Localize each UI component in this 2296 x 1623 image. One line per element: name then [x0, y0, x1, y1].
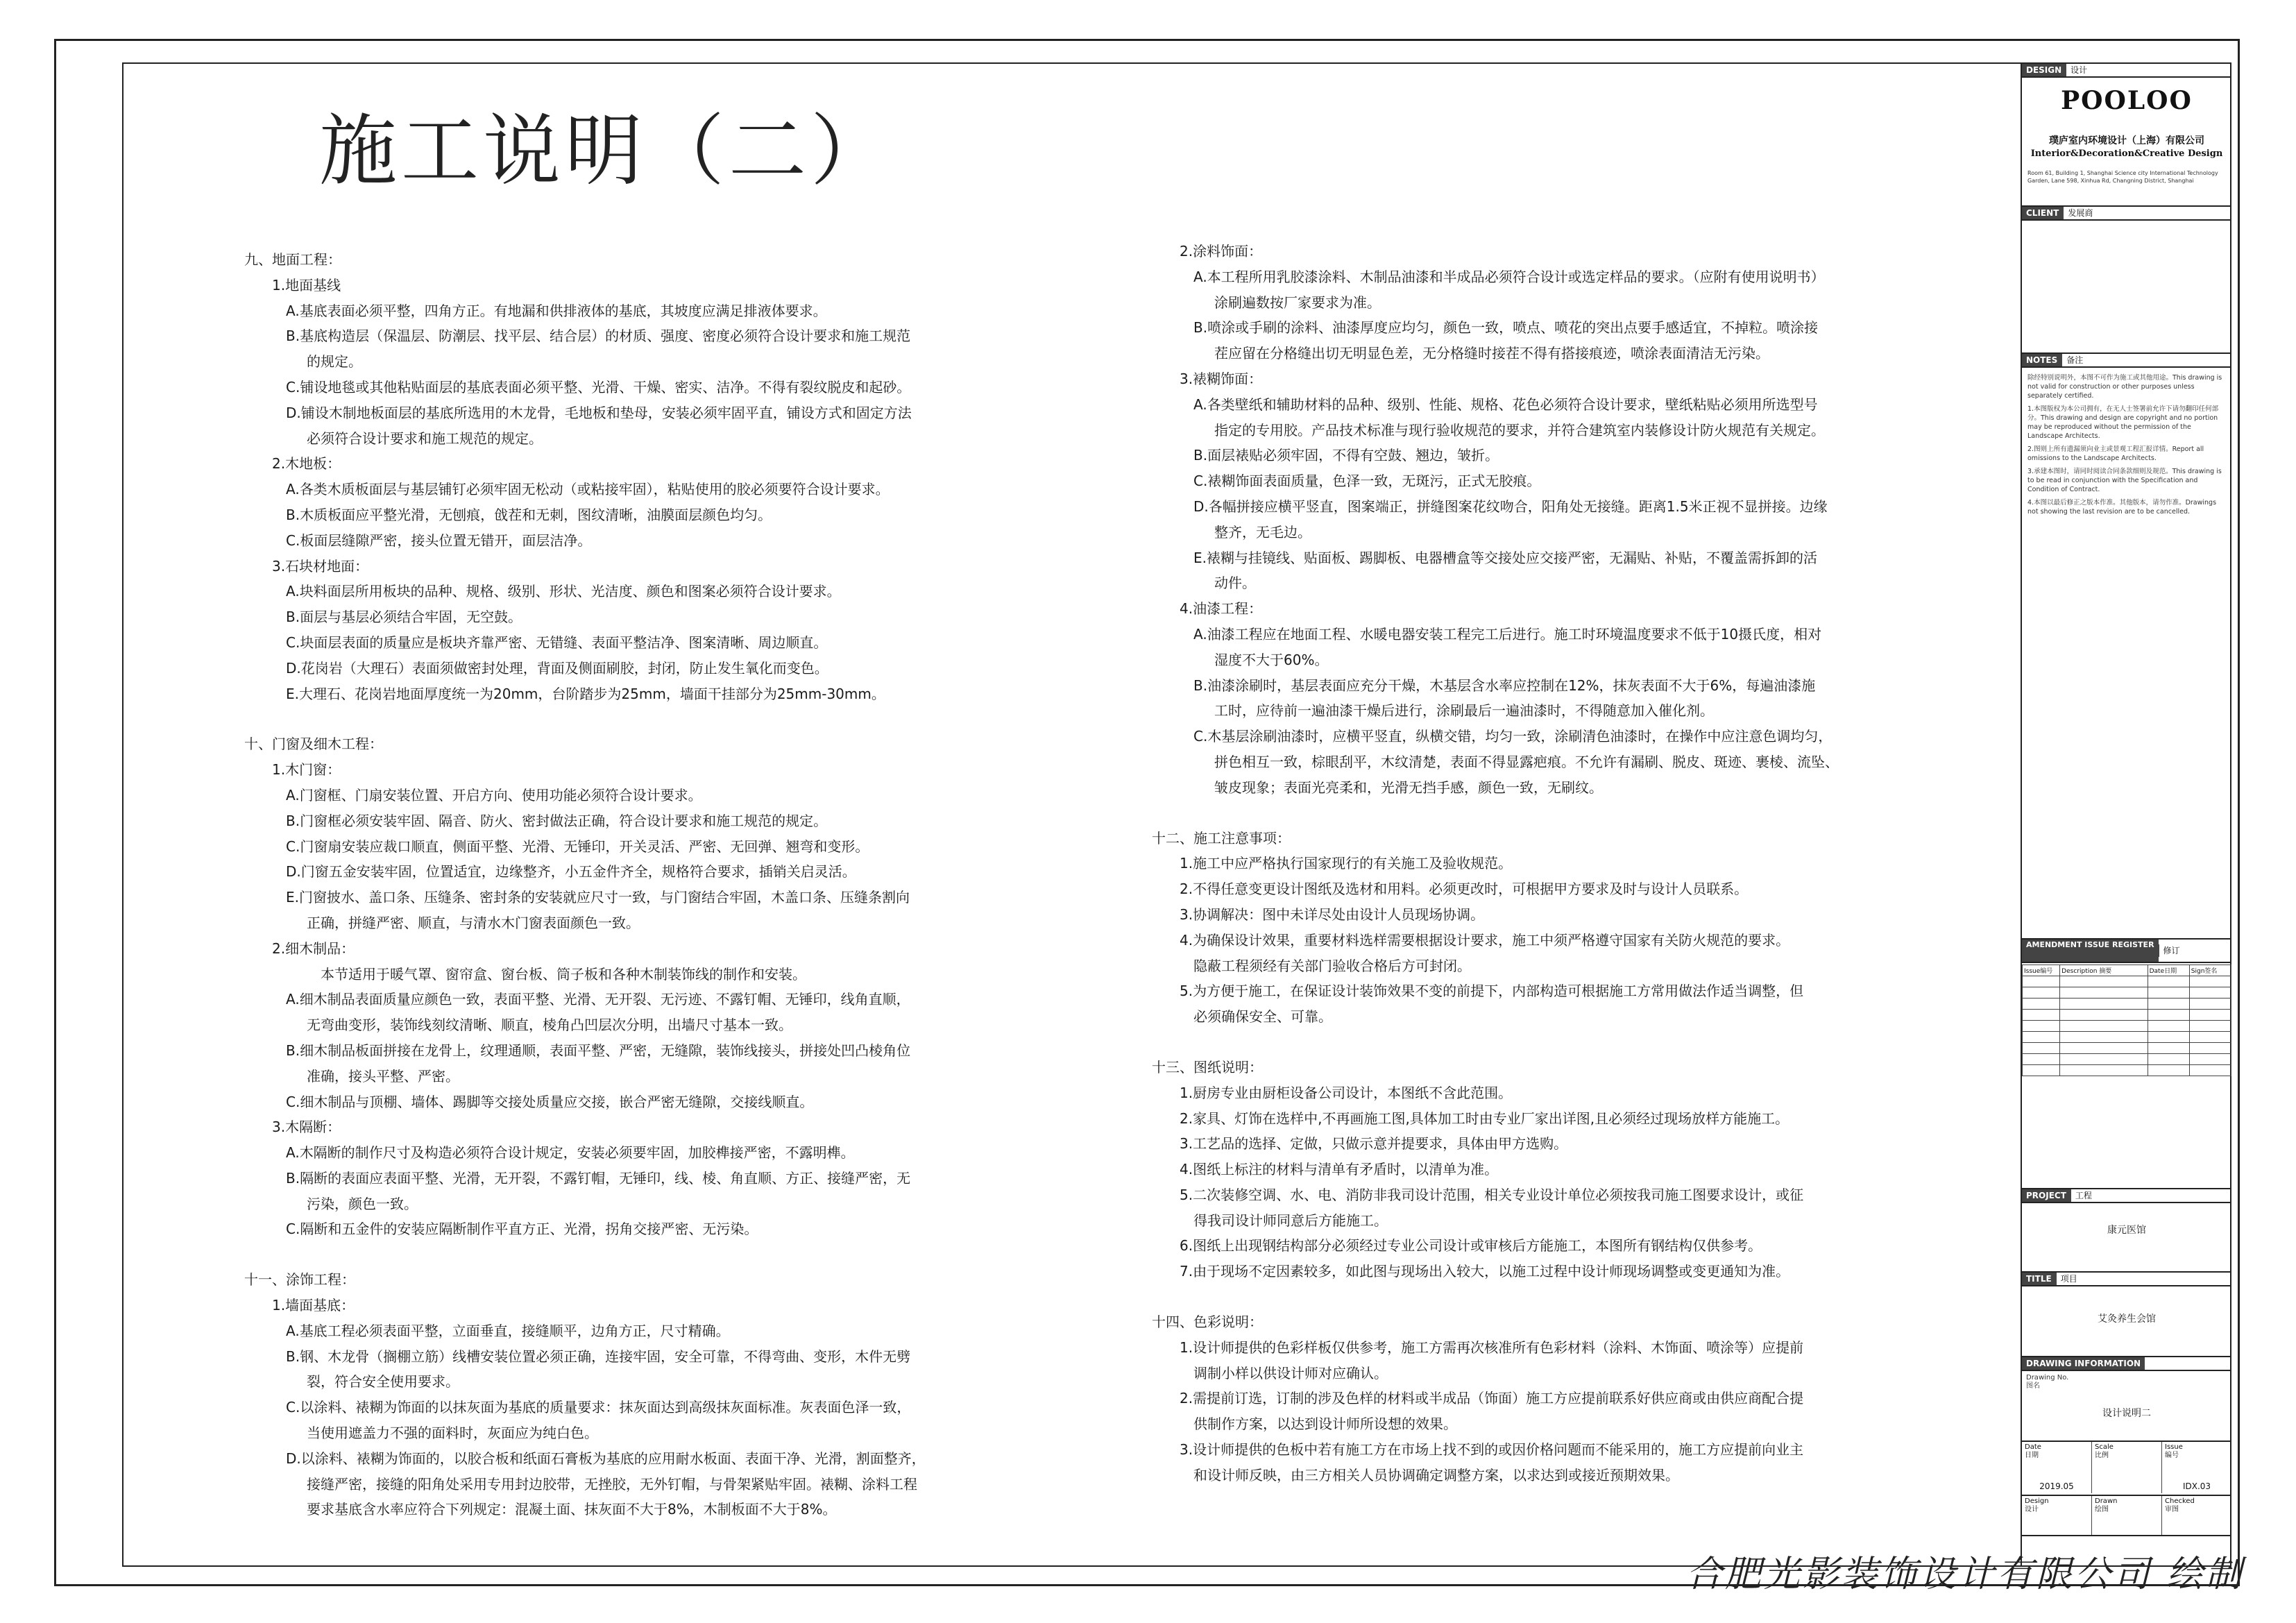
spec-line: C.门窗扇安装应裁口顺直，侧面平整、光滑、无锤印，开关灵活、严密、无回弹、翘弯和变形。 [286, 838, 869, 855]
section-heading: 九、地面工程： [244, 251, 341, 268]
section-heading: 十四、色彩说明： [1152, 1314, 1263, 1331]
notes-text [2022, 371, 2231, 523]
amendment-table [2022, 965, 2231, 1076]
spec-line: C.隔断和五金件的安装应隔断制作平直方正、光滑，拐角交接严密、无污染。 [286, 1221, 758, 1238]
drawn-cell [2092, 1496, 2162, 1535]
spec-line: 1.施工中应严格执行国家现行的有关施工及验收规范。 [1180, 855, 1513, 872]
spec-line: C.铺设地毯或其他粘贴面层的基底表面必须平整、光滑、干燥、密实、洁净。不得有裂纹脱皮和起砂。 [286, 378, 911, 396]
spec-line: 皱皮现象；表面光亮柔和，光滑无挡手感，颜色一致，无刷纹。 [1214, 779, 1603, 796]
spec-line: 2.家具、灯饰在选样中,不再画施工图,具体加工时由专业厂家出详图,且必须经过现场放样方能施工。 [1180, 1110, 1789, 1127]
spec-line: 3.裱糊饰面： [1180, 370, 1263, 387]
amend-col-sign: Sign签名 [2189, 965, 2231, 976]
drawing-info-header [2022, 1356, 2231, 1371]
spec-line: B.细木制品板面拼接在龙骨上，纹理通顺，表面平整、严密，无缝隙，装饰线接头，拼接处凹凸棱角位 [286, 1042, 911, 1059]
spec-line: B.喷涂或手刷的涂料、油漆厚度应均匀，颜色一致，喷点、喷花的突出点要手感适宜，不掉粒。喷涂接 [1193, 319, 1819, 337]
amend-col-description: Description 摘要 [2060, 965, 2148, 976]
spec-line: 5.为方便于施工，在保证设计装饰效果不变的前提下，内部构造可根据施工方常用做法作适当调整，但 [1180, 983, 1804, 1000]
spec-line: D.花岗岩（大理石）表面须做密封处理，背面及侧面刷胶，封闭，防止发生氧化而变色。 [286, 659, 828, 677]
section-heading: 十一、涂饰工程： [244, 1271, 355, 1289]
drawing-no-value: 设计说明二 [2102, 1408, 2151, 1419]
spec-line: A.本工程所用乳胶漆涂料、木制品油漆和半成品必须符合设计或选定样品的要求。（应附有使用说明书） [1193, 268, 1825, 285]
date-label: Date [2025, 1443, 2041, 1451]
spec-line: B.油漆涂刷时，基层表面应充分干燥，木基层含水率应控制在12%，抹灰表面不大于6%，每遍油漆施 [1193, 677, 1816, 694]
spec-line: 湿度不大于60%。 [1214, 651, 1329, 668]
date-scale-issue-row [2022, 1441, 2231, 1493]
spec-line: 7.由于现场不定因素较多，如此图与现场出入较大，以施工过程中设计师现场调整或变更通知为准。 [1180, 1263, 1790, 1280]
design-tag-cn: 设计 [2066, 64, 2091, 76]
spec-line: 1.木门窗： [272, 761, 341, 779]
note-item: 除经特别说明外，本图不可作为施工或其他用途。This drawing is not valid for construction or other purposes unless separately certified. [2027, 374, 2222, 400]
spec-line: B.门窗框必须安装牢固、隔音、防火、密封做法正确，符合设计要求和施工规范的规定。 [286, 812, 828, 829]
issue-value: IDX.03 [2182, 1481, 2211, 1491]
spec-line: 3.工艺品的选择、定做，只做示意并提要求，具体由甲方选购。 [1180, 1135, 1568, 1153]
spec-line: C.细木制品与顶棚、墙体、踢脚等交接处质量应交接，嵌合严密无缝隙，交接线顺直。 [286, 1093, 814, 1110]
spec-line: 4.图纸上标注的材料与清单有矛盾时，以清单为准。 [1180, 1161, 1499, 1178]
checked-cell [2162, 1496, 2231, 1535]
company-address: Room 61, Building 1, Shanghai Science city International Technology Garden, Lane 598, Xinhua Rd, Changning District, Shanghai [2027, 170, 2218, 184]
design-cell [2022, 1496, 2092, 1535]
spec-line: 2.不得任意变更设计图纸及选材和用料。必须更改时，可根据甲方要求及时与设计人员联系。 [1180, 881, 1749, 898]
spec-line: B.面层裱贴必须牢固，不得有空鼓、翘边，皱折。 [1193, 447, 1499, 464]
spec-line: 隐蔽工程须经有关部门验收合格后方可封闭。 [1193, 957, 1471, 974]
spec-line: 正确，拼缝严密、顺直，与清水木门窗表面颜色一致。 [307, 914, 640, 931]
spec-line: 本节适用于暖气罩、窗帘盒、窗台板、筒子板和各种木制装饰线的制作和安装。 [321, 965, 806, 983]
design-label: Design [2025, 1497, 2049, 1505]
spec-line: C.以涂料、裱糊为饰面的以抹灰面为基底的质量要求：抹灰面达到高级抹灰面标准。灰表面色泽一致， [286, 1399, 911, 1416]
spec-line: 2.木地板： [272, 455, 341, 473]
spec-line: 2.需提前订选，订制的涉及色样的材料或半成品（饰面）施工方应提前联系好供应商或由供应商配合提 [1180, 1390, 1804, 1407]
design-tag: DESIGN [2022, 64, 2066, 76]
client-tag-cn: 发展商 [2063, 207, 2097, 219]
spec-line: 3.木隔断： [272, 1119, 341, 1136]
spec-line: 5.二次装修空调、水、电、消防非我司设计范围，相关专业设计单位必须按我司施工图要求设计，或征 [1180, 1186, 1804, 1203]
note-item: 3.承建本图时，请同时阅读合同条款细则及规范。This drawing is to be read in conjunction with the Specification and Condition of Contract. [2027, 468, 2222, 493]
spec-line: C.板面层缝隙严密，接头位置无错开，面层洁净。 [286, 532, 592, 549]
company-logo: POOLOO [2061, 86, 2193, 115]
title-tag: TITLE [2022, 1273, 2056, 1285]
project-value: 康元医馆 [2107, 1225, 2146, 1236]
spec-line: 2.细木制品： [272, 940, 355, 957]
title-header [2022, 1271, 2231, 1286]
project-tag-cn: 工程 [2070, 1189, 2096, 1202]
spec-line: A.各类木质板面层与基层铺钉必须牢固无松动（或粘接牢固），粘贴使用的胶必须要符合设计要求。 [286, 481, 890, 498]
issue-label: Issue [2165, 1443, 2183, 1451]
spec-line: 必须符合设计要求和施工规范的规定。 [307, 430, 543, 447]
drawn-label-cn: 绘图 [2095, 1506, 2109, 1513]
drawing-no-label-en: Drawing No. [2026, 1374, 2069, 1382]
spec-line: 裂，符合安全使用要求。 [307, 1373, 459, 1391]
spec-line: C.裱糊饰面表面质量，色泽一致，无斑污，正式无胶痕。 [1193, 473, 1541, 490]
spec-line: 涂刷遍数按厂家要求为准。 [1214, 294, 1381, 311]
spec-line: 指定的专用胶。产品技术标准与现行验收规范的要求，并符合建筑室内装修设计防火规范有关规定。 [1214, 421, 1825, 439]
spec-line: 得我司设计师同意后方能施工。 [1193, 1212, 1388, 1229]
spec-line: 当使用遮盖力不强的面料时，灰面应为纯白色。 [307, 1425, 598, 1442]
spec-line: E.门窗披水、盖口条、压缝条、密封条的安装就应尺寸一致，与门窗结合牢固，木盖口条、压缝条割向 [286, 889, 910, 906]
spec-line: 3.设计师提供的色板中若有施工方在市场上找不到的或因价格问题而不能采用的，施工方应提前向业主 [1180, 1441, 1804, 1459]
issue-cell [2162, 1442, 2231, 1493]
spec-line: B.基底构造层（保温层、防潮层、找平层、结合层）的材质、强度、密度必须符合设计要求和施工规范 [286, 328, 911, 345]
section-heading: 十、门窗及细木工程： [244, 736, 383, 753]
spec-line: 准确，接头平整、严密。 [307, 1067, 459, 1085]
spec-line: A.门窗框、门扇安装位置、开启方向、使用功能必须符合设计要求。 [286, 786, 702, 804]
spec-line: C.木基层涂刷油漆时，应横平竖直，纵横交错，均匀一致，涂刷清色油漆时，在操作中应注意色调均匀， [1193, 728, 1832, 745]
drawing-no-label-cn: 图名 [2026, 1382, 2040, 1390]
amend-col-date: Date日期 [2148, 965, 2189, 976]
section-heading: 十二、施工注意事项： [1152, 829, 1291, 847]
note-item: 1.本图版权为本公司拥有，在无人士签署前允许下请勿翻印任何部分。This drawing and design are copyright and no portion may be reproduced without the permission of the Landscape Architects. [2027, 405, 2219, 440]
spec-line: E.大理石、花岗岩地面厚度统一为20mm，台阶踏步为25mm，墙面干挂部分为25mm-30mm。 [286, 685, 885, 702]
spec-line: D.门窗五金安装牢固，位置适宜，边缘整齐，小五金件齐全，规格符合要求，插销关启灵活。 [286, 863, 856, 881]
client-header [2022, 205, 2231, 221]
design-header [2022, 62, 2231, 78]
project-tag: PROJECT [2022, 1189, 2070, 1202]
spec-line: B.隔断的表面应表面平整、光滑，无开裂，不露钉帽，无锤印，线、棱、角直顺、方正、接缝严密，无 [286, 1169, 911, 1187]
spec-line: 4.为确保设计效果，重要材料选样需要根据设计要求，施工中须严格遵守国家有关防火规范的要求。 [1180, 931, 1790, 949]
date-cell [2022, 1442, 2092, 1493]
spec-line: 1.设计师提供的色彩样板仅供参考，施工方需再次核准所有色彩材料（涂料、木饰面、喷涂等）应提前 [1180, 1339, 1804, 1356]
spec-line: 1.墙面基底： [272, 1297, 355, 1314]
spec-line: 6.图纸上出现钢结构部分必须经过专业公司设计或审核后方能施工，本图所有钢结构仅供参考。 [1180, 1237, 1762, 1255]
spec-line: A.基底表面必须平整，四角方正。有地漏和供排液体的基底，其坡度应满足排液体要求。 [286, 302, 827, 319]
company-name-en: Interior&Decoration&Creative Design [2030, 148, 2223, 159]
notes-tag-cn: 备注 [2061, 354, 2087, 366]
drawing-info-tag: DRAWING INFORMATION [2022, 1357, 2145, 1370]
note-item: 2.图则上所有遗漏须向业主或景观工程汇报详情。Report all omissions to the Landscape Architects. [2027, 445, 2204, 462]
spec-line: 整齐，无毛边。 [1214, 523, 1311, 541]
spec-line: 无弯曲变形，装饰线刻纹清晰、顺直，棱角凸凹层次分明，出墙尺寸基本一致。 [307, 1017, 792, 1034]
checked-label-cn: 审图 [2165, 1506, 2179, 1513]
scale-cell [2092, 1442, 2162, 1493]
spec-line: A.块料面层所用板块的品种、规格、级别、形状、光洁度、颜色和图案必须符合设计要求。 [286, 583, 841, 600]
company-name-cn: 璞庐室内环境设计（上海）有限公司 [2049, 135, 2204, 146]
amend-col-issue: Issue编号 [2023, 965, 2060, 976]
spec-line: 2.涂料饰面： [1180, 243, 1263, 260]
spec-line: A.各类壁纸和辅助材料的品种、级别、性能、规格、花色必须符合设计要求，壁纸粘贴必须用所选型号 [1193, 396, 1818, 413]
spec-line: A.基底工程必须表面平整，立面垂直，接缝顺平，边角方正，尺寸精确。 [286, 1322, 730, 1339]
spec-line: 拼色相互一致，棕眼刮平，木纹清楚，表面不得显露疤痕。不允许有漏刷、脱皮、斑迹、裹棱、流坠、 [1214, 753, 1839, 770]
amendment-tag-cn: 修订 [2159, 944, 2184, 957]
page-title: 施工说明（二） [319, 106, 892, 196]
drawing-no-label [2022, 1374, 2231, 1391]
spec-line: 3.协调解决：图中未详尽处由设计人员现场协调。 [1180, 906, 1485, 923]
spec-line: A.木隔断的制作尺寸及构造必须符合设计规定，安装必须要牢固，加胶榫接严密，不露明榫。 [286, 1144, 855, 1162]
spec-line: 必须确保安全、可靠。 [1193, 1008, 1332, 1026]
title-value: 艾灸养生会馆 [2098, 1314, 2156, 1325]
spec-line: 3.石块材地面： [272, 557, 369, 575]
spec-line: B.钢、木龙骨（搁棚立筋）线槽安装位置必须正确，连接牢固，安全可靠，不得弯曲、变形，木件无劈 [286, 1348, 911, 1365]
section-heading: 十三、图纸说明： [1152, 1058, 1263, 1076]
left-column [244, 247, 1112, 1522]
spec-line: 接缝严密，接缝的阳角处采用专用封边胶带，无挫胶，无外钉帽，与骨架紧贴牢固。裱糊、涂料工程 [307, 1475, 917, 1493]
spec-line: 1.地面基线 [272, 276, 341, 294]
right-column [1152, 239, 2012, 1488]
amendment-header [2022, 938, 2231, 963]
spec-line: 供制作方案，以达到设计师所设想的效果。 [1193, 1416, 1457, 1433]
spec-line: 工时，应待前一遍油漆干燥后进行，涂刷最后一遍油漆时，不得随意加入催化剂。 [1214, 702, 1714, 720]
amendment-tag: AMENDMENT ISSUE REGISTER [2022, 940, 2159, 962]
note-item: 4.本图以最后修正之版本作准。其他版本，请勿作准。Drawings not showing the last revision are to be cancelled. [2027, 499, 2217, 516]
spec-line: 和设计师反映，由三方相关人员协调确定调整方案，以求达到或接近预期效果。 [1193, 1466, 1679, 1484]
title-block [2021, 62, 2231, 1567]
spec-line: C.块面层表面的质量应是板块齐靠严密、无错缝、表面平整洁净、图案清晰、周边顺直。 [286, 634, 828, 651]
design-label-cn: 设计 [2025, 1506, 2039, 1513]
spec-line: A.细木制品表面质量应颜色一致，表面平整、光滑、无开裂、无污迹、不露钉帽、无锤印，线角直顺， [286, 991, 910, 1008]
spec-line: 动件。 [1214, 575, 1256, 592]
title-tag-cn: 项目 [2056, 1273, 2082, 1285]
scale-label-cn: 比例 [2095, 1452, 2109, 1459]
spec-line: 要求基底含水率应符合下列规定：混凝土面、抹灰面不大于8%，木制板面不大于8%。 [307, 1501, 837, 1518]
scale-label: Scale [2095, 1443, 2114, 1451]
spec-line: 的规定。 [307, 353, 362, 371]
project-header [2022, 1188, 2231, 1203]
notes-tag: NOTES [2022, 354, 2061, 366]
checked-label: Checked [2165, 1497, 2195, 1505]
design-drawn-checked-row [2022, 1495, 2231, 1536]
spec-line: 4.油漆工程： [1180, 600, 1263, 618]
spec-line: D.以涂料、裱糊为饰面的，以胶合板和纸面石膏板为基底的应用耐水板面、表面干净、光滑，割面整齐， [286, 1450, 926, 1467]
date-value: 2019.05 [2039, 1481, 2074, 1491]
notes-header [2022, 352, 2231, 368]
spec-line: 调制小样以供设计师对应确认。 [1193, 1364, 1388, 1382]
issue-label-cn: 编号 [2165, 1452, 2179, 1459]
signature: 合肥光影装饰设计有限公司 绘制 [1686, 1554, 2245, 1595]
spec-line: A.油漆工程应在地面工程、水暖电器安装工程完工后进行。施工时环境温度要求不低于10摄氏度，相对 [1193, 625, 1822, 643]
spec-line: E.裱糊与挂镜线、贴面板、踢脚板、电器槽盒等交接处应交接严密，无漏贴、补贴，不覆盖需拆卸的活 [1193, 549, 1817, 566]
spec-line: 污染，颜色一致。 [307, 1195, 418, 1212]
spec-line: B.木质板面应平整光滑，无刨痕，戗茬和无刺，图纹清晰，油膜面层颜色均匀。 [286, 506, 772, 523]
spec-line: 茬应留在分格缝出切无明显色差，无分格缝时接茬不得有搭接痕迹，喷涂表面清洁无污染。 [1214, 345, 1769, 362]
date-label-cn: 日期 [2025, 1452, 2039, 1459]
drawn-label: Drawn [2095, 1497, 2118, 1505]
client-tag: CLIENT [2022, 207, 2063, 219]
spec-line: 1.厨房专业由厨柜设备公司设计，本图纸不含此范围。 [1180, 1084, 1513, 1101]
spec-line: D.铺设木制地板面层的基底所选用的木龙骨，毛地板和垫母，安装必须牢固平直，铺设方式和固定方法 [286, 404, 912, 421]
spec-line: B.面层与基层必须结合牢固，无空鼓。 [286, 609, 522, 626]
spec-line: D.各幅拼接应横平竖直，图案端正，拼缝图案花纹吻合，阳角处无接缝。距离1.5米正视不显拼接。边缘 [1193, 498, 1828, 515]
